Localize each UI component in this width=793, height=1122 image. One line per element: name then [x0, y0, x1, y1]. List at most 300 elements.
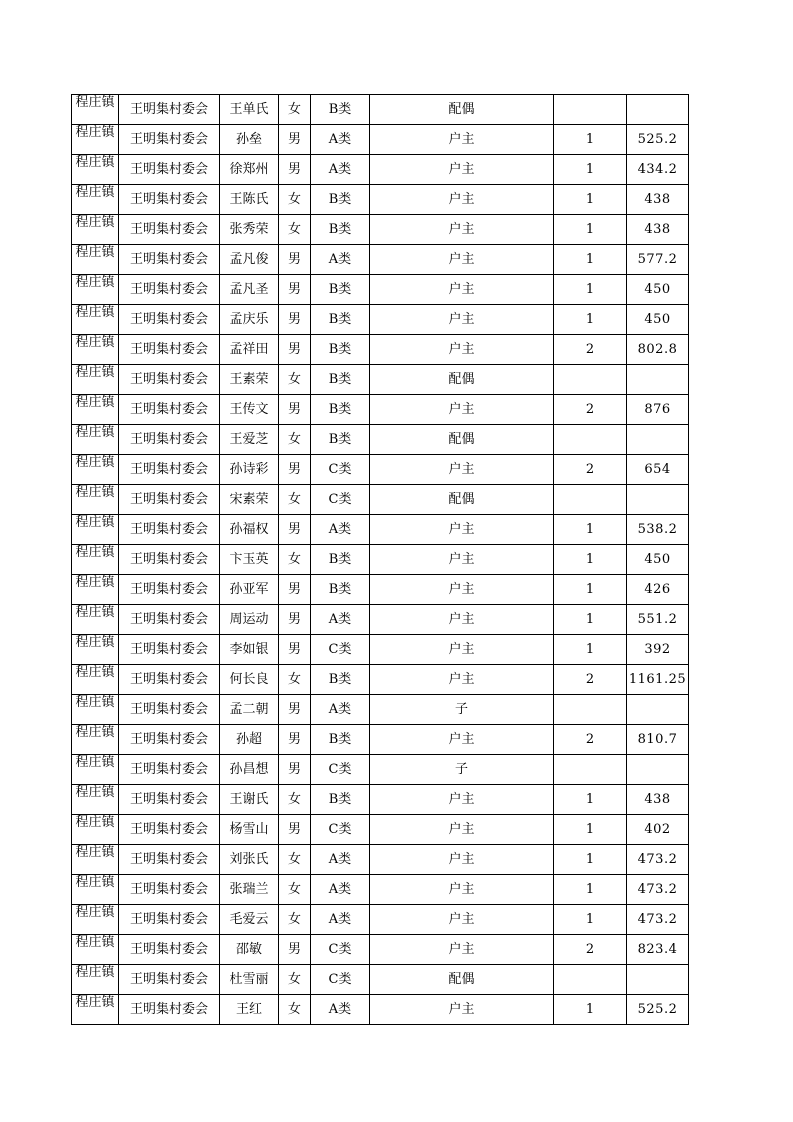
gender-cell: 男	[279, 815, 311, 845]
household-count-cell: 1	[554, 875, 627, 905]
amount-cell: 525.2	[627, 995, 689, 1025]
village-cell: 王明集村委会	[119, 485, 220, 515]
amount-cell	[627, 755, 689, 785]
amount-cell: 473.2	[627, 845, 689, 875]
name-cell: 孙亚军	[220, 575, 279, 605]
household-count-cell: 1	[554, 845, 627, 875]
gender-cell: 男	[279, 335, 311, 365]
table-row	[72, 755, 689, 785]
gender-cell: 女	[279, 905, 311, 935]
table-row	[72, 245, 689, 275]
category-cell: C类	[311, 635, 370, 665]
category-cell: B类	[311, 305, 370, 335]
amount-cell: 434.2	[627, 155, 689, 185]
town-label: 程庄镇	[75, 335, 115, 350]
town-label: 程庄镇	[75, 215, 115, 230]
town-label: 程庄镇	[75, 875, 115, 890]
household-count-cell: 1	[554, 275, 627, 305]
village-cell: 王明集村委会	[119, 665, 220, 695]
village-cell: 王明集村委会	[119, 425, 220, 455]
table-row	[72, 485, 689, 515]
amount-cell	[627, 95, 689, 125]
category-cell: B类	[311, 95, 370, 125]
household-count-cell: 2	[554, 455, 627, 485]
town-cell	[72, 815, 119, 845]
household-count-cell	[554, 695, 627, 725]
table-row	[72, 605, 689, 635]
category-cell: B类	[311, 275, 370, 305]
relation-cell: 户主	[370, 605, 554, 635]
category-cell: A类	[311, 695, 370, 725]
name-cell: 孟二朝	[220, 695, 279, 725]
village-cell: 王明集村委会	[119, 455, 220, 485]
table-row	[72, 125, 689, 155]
town-label: 程庄镇	[75, 155, 115, 170]
name-cell: 王谢氏	[220, 785, 279, 815]
relation-cell: 户主	[370, 515, 554, 545]
category-cell: A类	[311, 515, 370, 545]
name-cell: 徐郑州	[220, 155, 279, 185]
table-row	[72, 995, 689, 1025]
town-label: 程庄镇	[75, 365, 115, 380]
gender-cell: 男	[279, 275, 311, 305]
name-cell: 李如银	[220, 635, 279, 665]
name-cell: 刘张氏	[220, 845, 279, 875]
gender-cell: 男	[279, 245, 311, 275]
town-label: 程庄镇	[75, 935, 115, 950]
village-cell: 王明集村委会	[119, 395, 220, 425]
town-label: 程庄镇	[75, 95, 115, 110]
category-cell: B类	[311, 545, 370, 575]
town-cell	[72, 395, 119, 425]
category-cell: A类	[311, 845, 370, 875]
relation-cell: 户主	[370, 995, 554, 1025]
amount-cell: 426	[627, 575, 689, 605]
relation-cell: 户主	[370, 905, 554, 935]
relation-cell: 户主	[370, 455, 554, 485]
amount-cell: 438	[627, 215, 689, 245]
gender-cell: 男	[279, 695, 311, 725]
town-cell	[72, 725, 119, 755]
household-count-cell: 1	[554, 305, 627, 335]
table-row	[72, 875, 689, 905]
gender-cell: 女	[279, 185, 311, 215]
category-cell: B类	[311, 575, 370, 605]
town-cell	[72, 215, 119, 245]
gender-cell: 女	[279, 485, 311, 515]
amount-cell: 810.7	[627, 725, 689, 755]
amount-cell: 402	[627, 815, 689, 845]
town-cell	[72, 755, 119, 785]
town-label: 程庄镇	[75, 605, 115, 620]
village-cell: 王明集村委会	[119, 125, 220, 155]
household-count-cell: 2	[554, 395, 627, 425]
relation-cell: 户主	[370, 215, 554, 245]
beneficiary-table	[71, 94, 689, 1025]
town-label: 程庄镇	[75, 125, 115, 140]
town-cell	[72, 545, 119, 575]
gender-cell: 男	[279, 725, 311, 755]
relation-cell: 户主	[370, 305, 554, 335]
amount-cell: 654	[627, 455, 689, 485]
town-cell	[72, 155, 119, 185]
relation-cell: 户主	[370, 725, 554, 755]
name-cell: 张秀荣	[220, 215, 279, 245]
name-cell: 张瑞兰	[220, 875, 279, 905]
household-count-cell	[554, 365, 627, 395]
name-cell: 宋素荣	[220, 485, 279, 515]
town-label: 程庄镇	[75, 245, 115, 260]
town-cell	[72, 95, 119, 125]
table-row	[72, 785, 689, 815]
relation-cell: 户主	[370, 875, 554, 905]
table-row	[72, 425, 689, 455]
town-label: 程庄镇	[75, 425, 115, 440]
village-cell: 王明集村委会	[119, 515, 220, 545]
town-label: 程庄镇	[75, 725, 115, 740]
gender-cell: 女	[279, 365, 311, 395]
town-label: 程庄镇	[75, 515, 115, 530]
village-cell: 王明集村委会	[119, 725, 220, 755]
town-cell	[72, 935, 119, 965]
village-cell: 王明集村委会	[119, 215, 220, 245]
table-row	[72, 905, 689, 935]
town-cell	[72, 275, 119, 305]
name-cell: 周运动	[220, 605, 279, 635]
town-cell	[72, 605, 119, 635]
town-label: 程庄镇	[75, 815, 115, 830]
relation-cell: 子	[370, 695, 554, 725]
name-cell: 何长良	[220, 665, 279, 695]
table-row	[72, 815, 689, 845]
amount-cell: 538.2	[627, 515, 689, 545]
gender-cell: 男	[279, 575, 311, 605]
category-cell: C类	[311, 965, 370, 995]
gender-cell: 女	[279, 965, 311, 995]
amount-cell	[627, 695, 689, 725]
table-row	[72, 155, 689, 185]
gender-cell: 男	[279, 155, 311, 185]
category-cell: C类	[311, 935, 370, 965]
amount-cell: 450	[627, 545, 689, 575]
town-label: 程庄镇	[75, 785, 115, 800]
town-cell	[72, 785, 119, 815]
category-cell: A类	[311, 155, 370, 185]
amount-cell: 450	[627, 305, 689, 335]
category-cell: C类	[311, 815, 370, 845]
amount-cell: 392	[627, 635, 689, 665]
village-cell: 王明集村委会	[119, 305, 220, 335]
household-count-cell: 1	[554, 215, 627, 245]
relation-cell: 户主	[370, 845, 554, 875]
town-cell	[72, 515, 119, 545]
town-label: 程庄镇	[75, 485, 115, 500]
category-cell: B类	[311, 215, 370, 245]
town-cell	[72, 875, 119, 905]
household-count-cell: 1	[554, 995, 627, 1025]
name-cell: 孙诗彩	[220, 455, 279, 485]
household-count-cell	[554, 425, 627, 455]
town-cell	[72, 965, 119, 995]
amount-cell: 802.8	[627, 335, 689, 365]
gender-cell: 男	[279, 455, 311, 485]
village-cell: 王明集村委会	[119, 605, 220, 635]
name-cell: 王素荣	[220, 365, 279, 395]
gender-cell: 男	[279, 605, 311, 635]
household-count-cell	[554, 755, 627, 785]
table-row	[72, 575, 689, 605]
category-cell: B类	[311, 725, 370, 755]
household-count-cell: 1	[554, 515, 627, 545]
category-cell: B类	[311, 335, 370, 365]
relation-cell: 配偶	[370, 965, 554, 995]
town-cell	[72, 365, 119, 395]
town-cell	[72, 455, 119, 485]
relation-cell: 配偶	[370, 485, 554, 515]
town-label: 程庄镇	[75, 965, 115, 980]
category-cell: A类	[311, 905, 370, 935]
amount-cell	[627, 365, 689, 395]
relation-cell: 户主	[370, 125, 554, 155]
table-row	[72, 455, 689, 485]
town-label: 程庄镇	[75, 545, 115, 560]
table-row	[72, 305, 689, 335]
village-cell: 王明集村委会	[119, 785, 220, 815]
category-cell: C类	[311, 455, 370, 485]
town-cell	[72, 425, 119, 455]
amount-cell: 577.2	[627, 245, 689, 275]
name-cell: 杨雪山	[220, 815, 279, 845]
amount-cell: 1161.25	[627, 665, 689, 695]
relation-cell: 户主	[370, 335, 554, 365]
household-count-cell: 1	[554, 815, 627, 845]
town-cell	[72, 695, 119, 725]
category-cell: A类	[311, 995, 370, 1025]
category-cell: A类	[311, 125, 370, 155]
gender-cell: 男	[279, 755, 311, 785]
household-count-cell: 1	[554, 545, 627, 575]
category-cell: B类	[311, 425, 370, 455]
table-row	[72, 515, 689, 545]
name-cell: 卞玉英	[220, 545, 279, 575]
name-cell: 孟庆乐	[220, 305, 279, 335]
name-cell: 王爱芝	[220, 425, 279, 455]
gender-cell: 女	[279, 425, 311, 455]
name-cell: 孙超	[220, 725, 279, 755]
relation-cell: 户主	[370, 395, 554, 425]
relation-cell: 配偶	[370, 425, 554, 455]
relation-cell: 配偶	[370, 95, 554, 125]
category-cell: C类	[311, 755, 370, 785]
table-row	[72, 665, 689, 695]
table-row	[72, 95, 689, 125]
table-row	[72, 365, 689, 395]
relation-cell: 户主	[370, 665, 554, 695]
village-cell: 王明集村委会	[119, 95, 220, 125]
name-cell: 王红	[220, 995, 279, 1025]
town-label: 程庄镇	[75, 305, 115, 320]
town-cell	[72, 665, 119, 695]
table-row	[72, 395, 689, 425]
table-row	[72, 935, 689, 965]
town-cell	[72, 185, 119, 215]
household-count-cell: 1	[554, 785, 627, 815]
amount-cell: 473.2	[627, 875, 689, 905]
gender-cell: 男	[279, 305, 311, 335]
town-label: 程庄镇	[75, 845, 115, 860]
town-label: 程庄镇	[75, 995, 115, 1010]
gender-cell: 女	[279, 845, 311, 875]
household-count-cell: 1	[554, 635, 627, 665]
town-cell	[72, 635, 119, 665]
name-cell: 孙福权	[220, 515, 279, 545]
town-cell	[72, 125, 119, 155]
relation-cell: 配偶	[370, 365, 554, 395]
household-count-cell: 1	[554, 575, 627, 605]
household-count-cell: 2	[554, 935, 627, 965]
village-cell: 王明集村委会	[119, 965, 220, 995]
village-cell: 王明集村委会	[119, 335, 220, 365]
village-cell: 王明集村委会	[119, 635, 220, 665]
table-row	[72, 695, 689, 725]
town-label: 程庄镇	[75, 395, 115, 410]
relation-cell: 户主	[370, 635, 554, 665]
household-count-cell	[554, 485, 627, 515]
household-count-cell: 1	[554, 605, 627, 635]
village-cell: 王明集村委会	[119, 875, 220, 905]
gender-cell: 女	[279, 665, 311, 695]
table-row	[72, 845, 689, 875]
name-cell: 孟凡俊	[220, 245, 279, 275]
name-cell: 孟祥田	[220, 335, 279, 365]
gender-cell: 男	[279, 125, 311, 155]
gender-cell: 女	[279, 95, 311, 125]
table-row	[72, 185, 689, 215]
town-label: 程庄镇	[75, 275, 115, 290]
name-cell: 毛爱云	[220, 905, 279, 935]
relation-cell: 户主	[370, 785, 554, 815]
amount-cell: 551.2	[627, 605, 689, 635]
town-cell	[72, 995, 119, 1025]
table-row	[72, 545, 689, 575]
town-label: 程庄镇	[75, 695, 115, 710]
household-count-cell	[554, 95, 627, 125]
name-cell: 孟凡圣	[220, 275, 279, 305]
amount-cell: 876	[627, 395, 689, 425]
relation-cell: 户主	[370, 935, 554, 965]
category-cell: A类	[311, 875, 370, 905]
village-cell: 王明集村委会	[119, 755, 220, 785]
household-count-cell: 1	[554, 125, 627, 155]
village-cell: 王明集村委会	[119, 245, 220, 275]
village-cell: 王明集村委会	[119, 155, 220, 185]
name-cell: 孙垒	[220, 125, 279, 155]
town-label: 程庄镇	[75, 755, 115, 770]
name-cell: 王陈氏	[220, 185, 279, 215]
relation-cell: 户主	[370, 155, 554, 185]
town-cell	[72, 905, 119, 935]
relation-cell: 户主	[370, 185, 554, 215]
relation-cell: 户主	[370, 275, 554, 305]
amount-cell: 450	[627, 275, 689, 305]
amount-cell: 438	[627, 185, 689, 215]
gender-cell: 女	[279, 545, 311, 575]
category-cell: B类	[311, 365, 370, 395]
town-cell	[72, 245, 119, 275]
relation-cell: 户主	[370, 815, 554, 845]
category-cell: B类	[311, 185, 370, 215]
relation-cell: 子	[370, 755, 554, 785]
relation-cell: 户主	[370, 245, 554, 275]
gender-cell: 女	[279, 785, 311, 815]
amount-cell: 823.4	[627, 935, 689, 965]
village-cell: 王明集村委会	[119, 815, 220, 845]
gender-cell: 男	[279, 515, 311, 545]
household-count-cell: 2	[554, 335, 627, 365]
gender-cell: 男	[279, 635, 311, 665]
amount-cell	[627, 425, 689, 455]
household-count-cell: 1	[554, 185, 627, 215]
amount-cell: 473.2	[627, 905, 689, 935]
relation-cell: 户主	[370, 575, 554, 605]
gender-cell: 男	[279, 935, 311, 965]
gender-cell: 男	[279, 395, 311, 425]
village-cell: 王明集村委会	[119, 365, 220, 395]
village-cell: 王明集村委会	[119, 275, 220, 305]
town-cell	[72, 335, 119, 365]
category-cell: A类	[311, 605, 370, 635]
town-cell	[72, 845, 119, 875]
table-row	[72, 335, 689, 365]
name-cell: 孙昌想	[220, 755, 279, 785]
town-label: 程庄镇	[75, 665, 115, 680]
village-cell: 王明集村委会	[119, 545, 220, 575]
relation-cell: 户主	[370, 545, 554, 575]
town-label: 程庄镇	[75, 185, 115, 200]
table-row	[72, 725, 689, 755]
village-cell: 王明集村委会	[119, 905, 220, 935]
table-row	[72, 965, 689, 995]
amount-cell: 525.2	[627, 125, 689, 155]
table-row	[72, 275, 689, 305]
name-cell: 邵敏	[220, 935, 279, 965]
table-body	[72, 95, 689, 1025]
town-cell	[72, 575, 119, 605]
category-cell: A类	[311, 245, 370, 275]
town-label: 程庄镇	[75, 635, 115, 650]
category-cell: C类	[311, 485, 370, 515]
household-count-cell: 1	[554, 155, 627, 185]
town-label: 程庄镇	[75, 455, 115, 470]
household-count-cell: 2	[554, 665, 627, 695]
village-cell: 王明集村委会	[119, 575, 220, 605]
village-cell: 王明集村委会	[119, 995, 220, 1025]
household-count-cell	[554, 965, 627, 995]
household-count-cell: 2	[554, 725, 627, 755]
category-cell: B类	[311, 665, 370, 695]
town-label: 程庄镇	[75, 575, 115, 590]
gender-cell: 女	[279, 995, 311, 1025]
town-label: 程庄镇	[75, 905, 115, 920]
name-cell: 王传文	[220, 395, 279, 425]
village-cell: 王明集村委会	[119, 185, 220, 215]
table-row	[72, 635, 689, 665]
village-cell: 王明集村委会	[119, 935, 220, 965]
town-cell	[72, 485, 119, 515]
gender-cell: 女	[279, 215, 311, 245]
amount-cell	[627, 965, 689, 995]
household-count-cell: 1	[554, 245, 627, 275]
